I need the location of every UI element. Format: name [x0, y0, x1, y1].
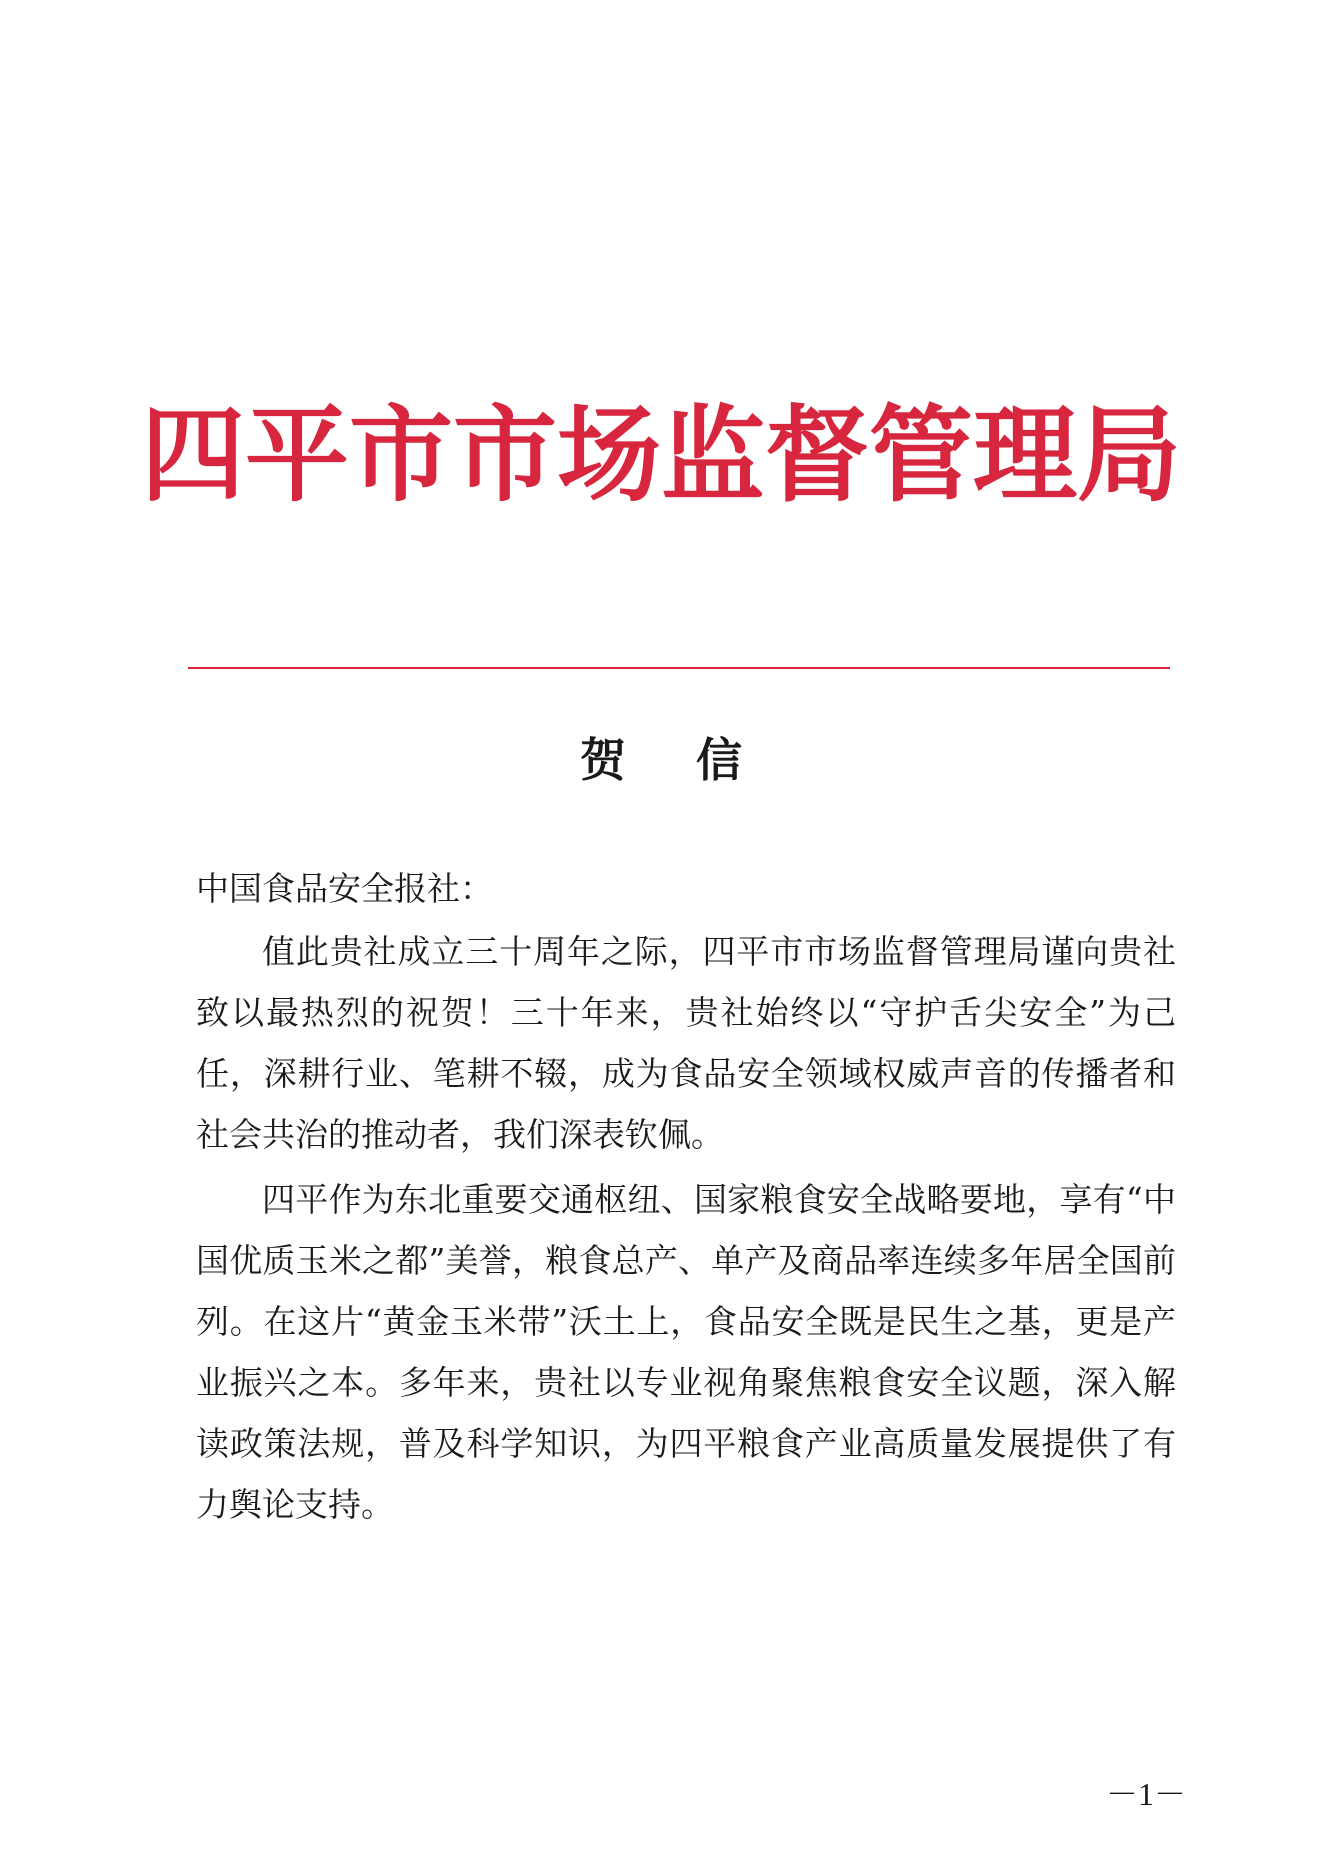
letter-body: [196, 858, 1176, 1539]
page-number: －1－: [1106, 1776, 1187, 1812]
title-char-1: 贺: [580, 733, 626, 787]
salutation: 中国食品安全报社：: [196, 869, 493, 908]
document-title: [0, 725, 1322, 795]
paragraph-1: 值此贵社成立三十周年之际，四平市市场监督管理局谨向贵社致以最热烈的祝贺！三十年来，贵社始终以“守护舌尖安全”为己任，深耕行业、笔耕不辍，成为食品安全领域权威声音的传播者和社会共治的推动者，我们深表钦佩。: [196, 932, 1176, 1154]
title-char-2: 信: [696, 733, 742, 787]
red-divider-line: [188, 667, 1170, 669]
issuer-masthead: 四平市市场监督管理局: [140, 393, 1181, 516]
paragraph-2: 四平作为东北重要交通枢纽、国家粮食安全战略要地，享有“中国优质玉米之都”美誉，粮食总产、单产及商品率连续多年居全国前列。在这片“黄金玉米带”沃土上，食品安全既是民生之基，更是产业振兴之本。多年来，贵社以专业视角聚焦粮食安全议题，深入解读政策法规，普及科学知识，为四平粮食产业高质量发展提供了有力舆论支持。: [196, 1180, 1176, 1524]
